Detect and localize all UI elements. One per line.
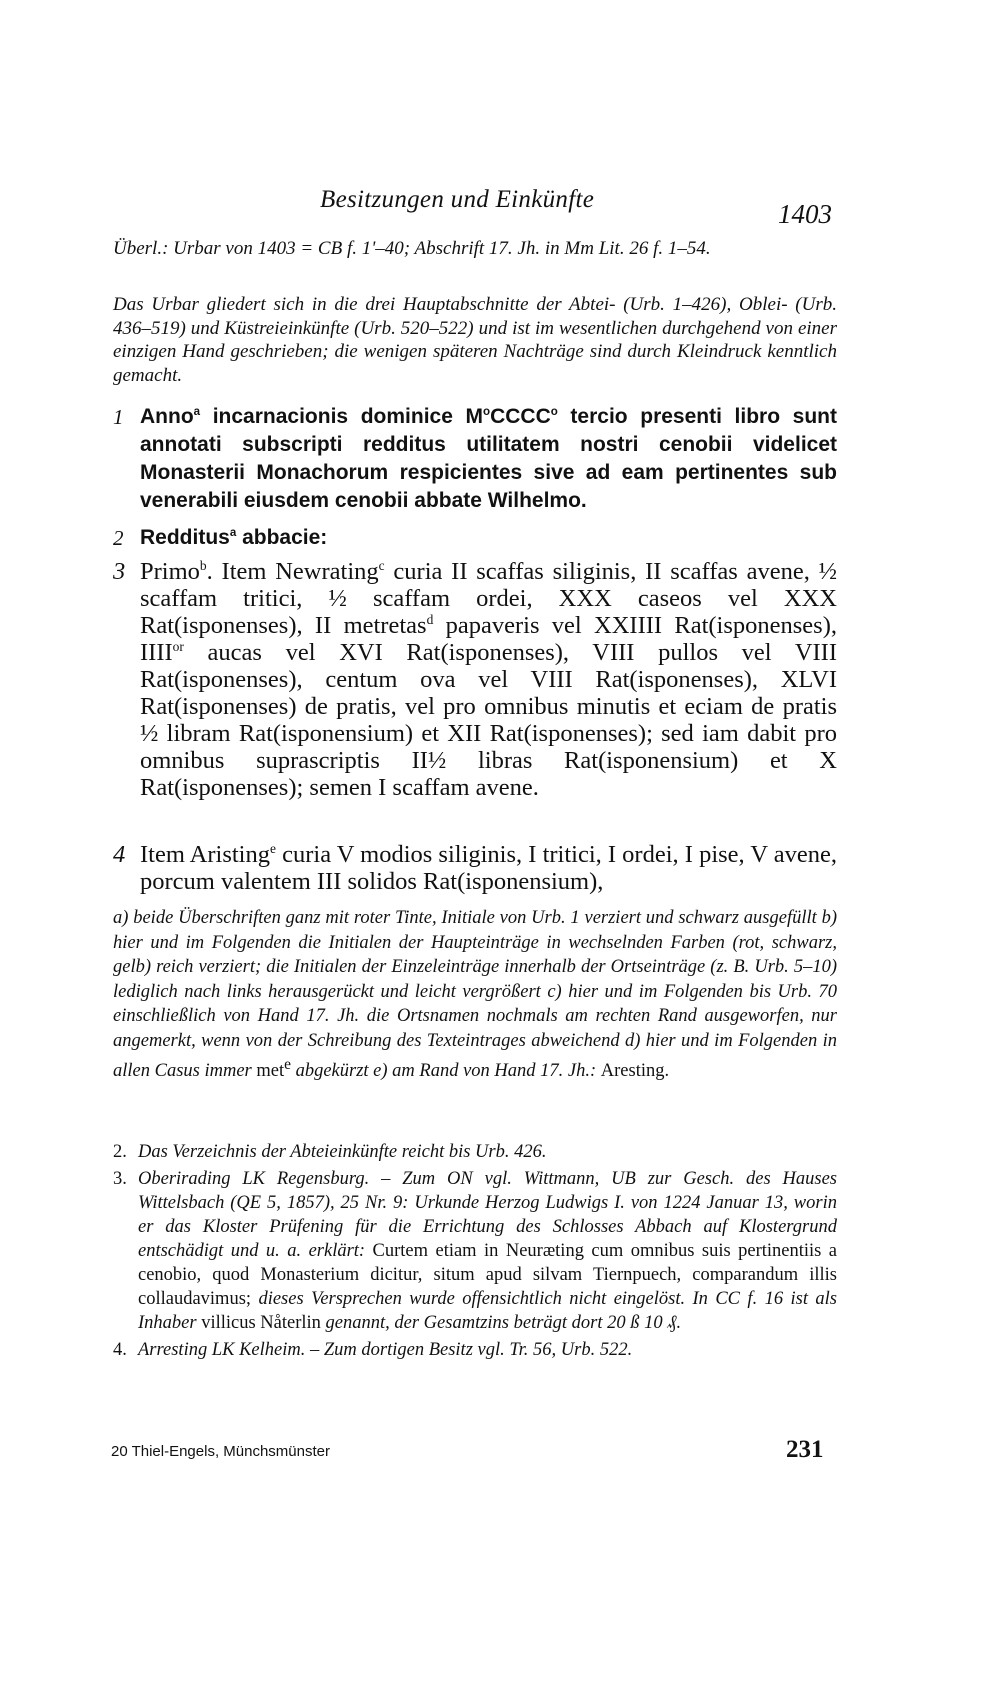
footnote-marker: a <box>229 527 237 539</box>
entry-text-part: Anno <box>140 405 194 428</box>
note-text: Arresting LK Kelheim. – Zum dortigen Besitz vgl. Tr. 56, Urb. 522. <box>138 1340 633 1360</box>
page-number: 231 <box>786 1436 824 1463</box>
entry-1 <box>113 403 837 515</box>
note-number: 4. <box>113 1340 127 1360</box>
entry-text-part: aucas vel XVI Rat(isponenses), VIII pullos vel VIII Rat(isponenses), centum ova vel VIII Rat(isponenses), XLVI Rat(isponenses) de pratis, vel pro omnibus minutis et eciam de pratis ½ libram Rat(isponensium) et XII Rat(isponenses); sed iam dabit pro omnibus suprascriptis II½ libras Rat(isponensium) et X Rat(isponenses); semen I scaffam avene. <box>140 639 837 801</box>
superscript: or <box>172 638 184 654</box>
entry-text <box>140 841 837 895</box>
entry-text-part: Redditus <box>140 526 230 549</box>
entry-3 <box>113 558 837 801</box>
critical-apparatus <box>113 906 837 1084</box>
entry-text-part: abbacie: <box>236 526 328 549</box>
running-head: Besitzungen und Einkünfte <box>320 186 595 213</box>
note-text-part: Curtem etiam in Neuræting cum omnibus suis pertinentiis a cenobio, quod Monasterium dicitur, situm apud silvam Tiernpuech, comparandum illis collaudavimus; <box>138 1241 837 1309</box>
footnote-marker: a <box>193 406 201 418</box>
superscript: o <box>483 406 491 418</box>
note-text-part: dieses Versprechen wurde offensichtlich nicht eingelöst. In CC f. 16 ist als Inhaber <box>138 1289 837 1333</box>
transmission-note <box>113 237 837 261</box>
apparatus-text: abgekürzt e) am Rand von Hand 17. Jh.: <box>290 1061 601 1082</box>
note-text-part: villicus Nåterlin <box>196 1313 321 1333</box>
entry-text <box>140 558 837 801</box>
superscript: o <box>550 406 558 418</box>
note-text-part: Oberirading LK Regensburg. – Zum ON vgl. Wittmann, UB zur Gesch. des Hauses Wittelsbach (QE 5, 1857), 25 Nr. 9: Urkunde Herzog Ludwigs I. von 1224 Januar 13, worin er das Kloster Prüfening für die Errichtung des Schlosses Abbach auf Klostergrund entschädigt und u. a. erklärt: <box>138 1169 837 1261</box>
entry-number: 2 <box>113 526 124 550</box>
apparatus-text: a) beide Überschriften ganz mit roter Tinte, Initiale von Urb. 1 verziert und schwarz ausgefüllt b) hier und im Folgenden die Initialen der Haupteinträge in wechselnden Farben (rot, schwarz, gelb) reich verziert; die Initialen der Einzeleinträge innerhalb der Ortseinträge (z. B. Urb. 5–10) lediglich nach links herausgerückt und leicht vergrößert c) hier und im Folgenden bis Urb. 70 einschließlich von Hand 17. Jh. die Ortsnamen nochmals am rechten Rand ausgeworfen, nur angemerkt, wenn von der Schreibung des Texteintrages abweichend d) hier und im Folgenden in allen Casus immer <box>113 908 837 1082</box>
entry-text-part: incarnacionis dominice M <box>200 405 484 428</box>
note-text: Das Verzeichnis der Abteieinkünfte reicht bis Urb. 426. <box>138 1142 547 1162</box>
footnote-marker: b <box>199 557 207 573</box>
transmission-text: Überl.: Urbar von 1403 = CB f. 1'–40; Abschrift 17. Jh. in Mm Lit. 26 f. 1–54. <box>113 238 711 259</box>
entry-text-part: papaveris vel XXIIII Rat(isponenses), IIII <box>140 612 837 666</box>
note-number: 2. <box>113 1142 127 1162</box>
entry-text-part: Primo <box>140 558 200 585</box>
commentary-notes <box>113 1140 837 1365</box>
note-4 <box>113 1338 837 1362</box>
year-heading: 1403 <box>778 199 832 229</box>
footnote-marker: e <box>269 840 276 856</box>
footnote-marker: d <box>426 611 434 627</box>
description-note <box>113 293 837 387</box>
note-text <box>138 1167 837 1335</box>
entry-number: 3 <box>113 558 126 585</box>
note-2 <box>113 1140 837 1164</box>
entry-text-part: curia II scaffas siliginis, II scaffas avene, ½ scaffam tritici, ½ scaffam ordei, XXX caseos vel XXX Rat(isponenses), II metretas <box>140 558 837 639</box>
note-3 <box>113 1167 837 1335</box>
note-number: 3. <box>113 1169 127 1189</box>
entry-number: 1 <box>113 405 124 429</box>
superscript: e <box>284 1056 291 1073</box>
entry-4 <box>113 841 837 895</box>
printer-signature: 20 Thiel-Engels, Münchsmünster <box>111 1443 330 1460</box>
entry-text-part: CCCC <box>490 405 551 428</box>
entry-2 <box>113 524 837 552</box>
footnote-marker: c <box>378 557 385 573</box>
entry-text-part: Item Aristing <box>140 841 270 868</box>
apparatus-text: Aresting. <box>600 1061 670 1082</box>
apparatus-text: met <box>256 1061 285 1082</box>
description-text: Das Urbar gliedert sich in die drei Hauptabschnitte der Abtei- (Urb. 1–426), Oblei- (Urb. 436–519) und Küstreieinkünfte (Urb. 520–522) und ist im wesentlichen durchgehend von einer einzigen Hand geschrieben; die wenigen späteren Nachträge sind durch Kleindruck kenntlich gemacht. <box>113 294 837 386</box>
entry-text <box>140 524 837 552</box>
entry-text-part: tercio presenti libro sunt annotati subscripti redditus utilitatem nostri cenobii videlicet Monasterii Monachorum respicientes sive ad eam pertinentes sub venerabili eiusdem cenobii abbate Wilhelmo. <box>140 405 838 512</box>
entry-number: 4 <box>113 841 126 868</box>
entry-text-part: curia V modios siliginis, I tritici, I ordei, I pise, V avene, porcum valentem III solidos Rat(isponensium), <box>140 841 837 895</box>
entry-text <box>140 403 837 515</box>
entry-text-part: . Item Newrating <box>206 558 379 585</box>
note-text-part: genannt, der Gesamtzins beträgt dort 20 ß 10 ₰. <box>320 1313 682 1333</box>
